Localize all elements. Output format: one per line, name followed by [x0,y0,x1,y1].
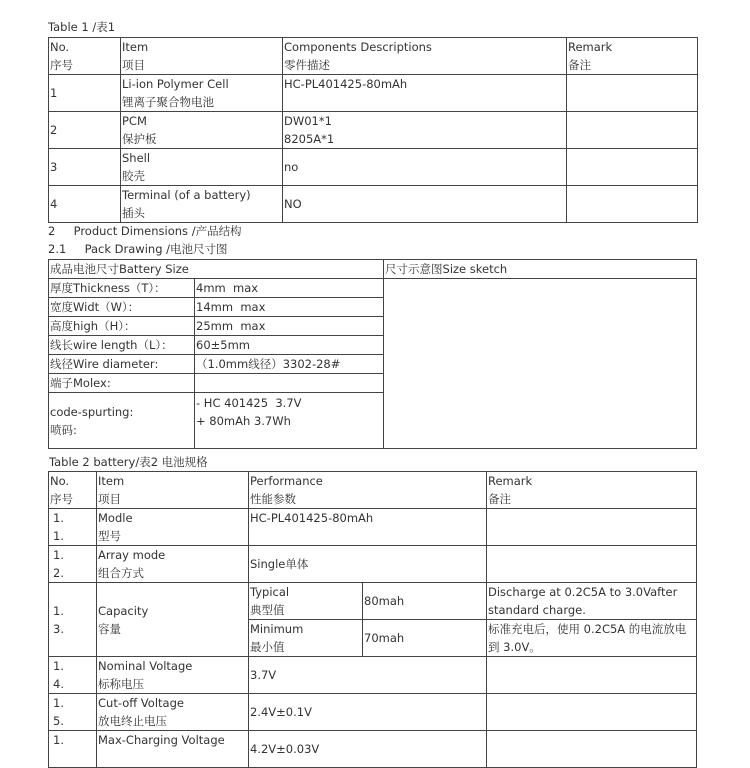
capacity-sub-label: Typical 典型值 [249,583,363,620]
header-cell: Components Descriptions 零件描述 [283,38,567,75]
table-row [49,75,698,112]
row-number: 1. 3. [49,583,97,657]
size-sketch-area [384,279,697,449]
size-label: 线长wire length（L）： [49,336,195,355]
item-cell: Max-Charging Voltage [97,731,249,768]
remark-cell [487,731,697,768]
remark-cell [567,112,698,149]
size-header-right: 尺寸示意图Size sketch [384,260,697,279]
table-row [49,186,698,223]
item-cell: Capacity 容量 [97,583,249,657]
table-row [49,657,697,694]
size-value [195,374,384,393]
size-value: 60±5mm [195,336,384,355]
capacity-sub-value: 70mah [363,620,487,657]
header-cell: No. 序号 [49,472,97,509]
description-cell: NO [283,186,567,223]
remark-cell [487,509,697,546]
header-cell: Item 项目 [97,472,249,509]
row-number: 2 [49,112,121,149]
item-cell: Modle 型号 [97,509,249,546]
size-value: 25mm max [195,317,384,336]
remark-cell [487,546,697,583]
table1-caption: Table 1 /表1 [48,20,116,34]
header-cell: Performance 性能参数 [249,472,487,509]
size-label: 端子Molex: [49,374,195,393]
subsection-heading: 2.1 Pack Drawing /电池尺寸图 [48,242,228,256]
row-number: 4 [49,186,121,223]
table-row [49,149,698,186]
row-number: 1. 4. [49,657,97,694]
header-cell: Remark 备注 [567,38,698,75]
capacity-sub-label: Minimum 最小值 [249,620,363,657]
remark-cell [567,149,698,186]
size-header-left: 成品电池尺寸Battery Size [49,260,384,279]
size-label: 高度high（H）： [49,317,195,336]
components-table [48,37,698,223]
table-row [49,694,697,731]
table-row [49,509,697,546]
row-number: 1. [49,731,97,768]
table1-header-row [49,38,698,75]
remark-cell [487,657,697,694]
description-cell: HC-PL401425-80mAh [283,75,567,112]
code-label: code-spurting: 喷码: [49,393,195,449]
performance-cell: 4.2V±0.03V [249,731,487,768]
row-number: 3 [49,149,121,186]
item-cell: Shell 胶壳 [121,149,283,186]
battery-spec-table [48,471,697,768]
item-cell: Cut-off Voltage 放电终止电压 [97,694,249,731]
header-cell: Item 项目 [121,38,283,75]
code-value: - HC 401425 3.7V + 80mAh 3.7Wh [195,393,384,449]
remark-cell [567,186,698,223]
remark-cell [567,75,698,112]
performance-cell: Single单体 [249,546,487,583]
description-cell: DW01*1 8205A*1 [283,112,567,149]
description-cell: no [283,149,567,186]
performance-cell: HC-PL401425-80mAh [249,509,487,546]
item-cell: PCM 保护板 [121,112,283,149]
capacity-sub-value: 80mah [363,583,487,620]
row-number: 1 [49,75,121,112]
header-cell: Remark 备注 [487,472,697,509]
size-value: （1.0mm线径）3302-28# [195,355,384,374]
table-row [49,279,697,298]
section-heading: 2 Product Dimensions /产品结构 [48,224,242,238]
item-cell: Li-ion Polymer Cell 锂离子聚合物电池 [121,75,283,112]
battery-size-table [48,259,697,449]
remark-cell: Discharge at 0.2C5A to 3.0Vafter standard charge. [487,583,697,620]
remark-cell: 标准充电后，使用 0.2C5A 的电流放电 到 3.0V。 [487,620,697,657]
header-cell: No. 序号 [49,38,121,75]
item-cell: Array mode 组合方式 [97,546,249,583]
remark-cell [487,694,697,731]
table-row [49,546,697,583]
item-cell: Terminal (of a battery) 插头 [121,186,283,223]
row-number: 1. 5. [49,694,97,731]
row-number: 1. 2. [49,546,97,583]
table2-header-row [49,472,697,509]
size-label: 宽度Widt（W）： [49,298,195,317]
table2-caption: Table 2 battery/表2 电池规格 [49,455,208,469]
size-value: 14mm max [195,298,384,317]
size-header-row [49,260,697,279]
table-row [49,583,697,620]
row-number: 1. 1. [49,509,97,546]
table-row [49,731,697,768]
size-label: 厚度Thickness（T）： [49,279,195,298]
table-row [49,112,698,149]
item-cell: Nominal Voltage 标称电压 [97,657,249,694]
size-label: 线径Wire diameter: [49,355,195,374]
size-value: 4mm max [195,279,384,298]
performance-cell: 2.4V±0.1V [249,694,487,731]
performance-cell: 3.7V [249,657,487,694]
